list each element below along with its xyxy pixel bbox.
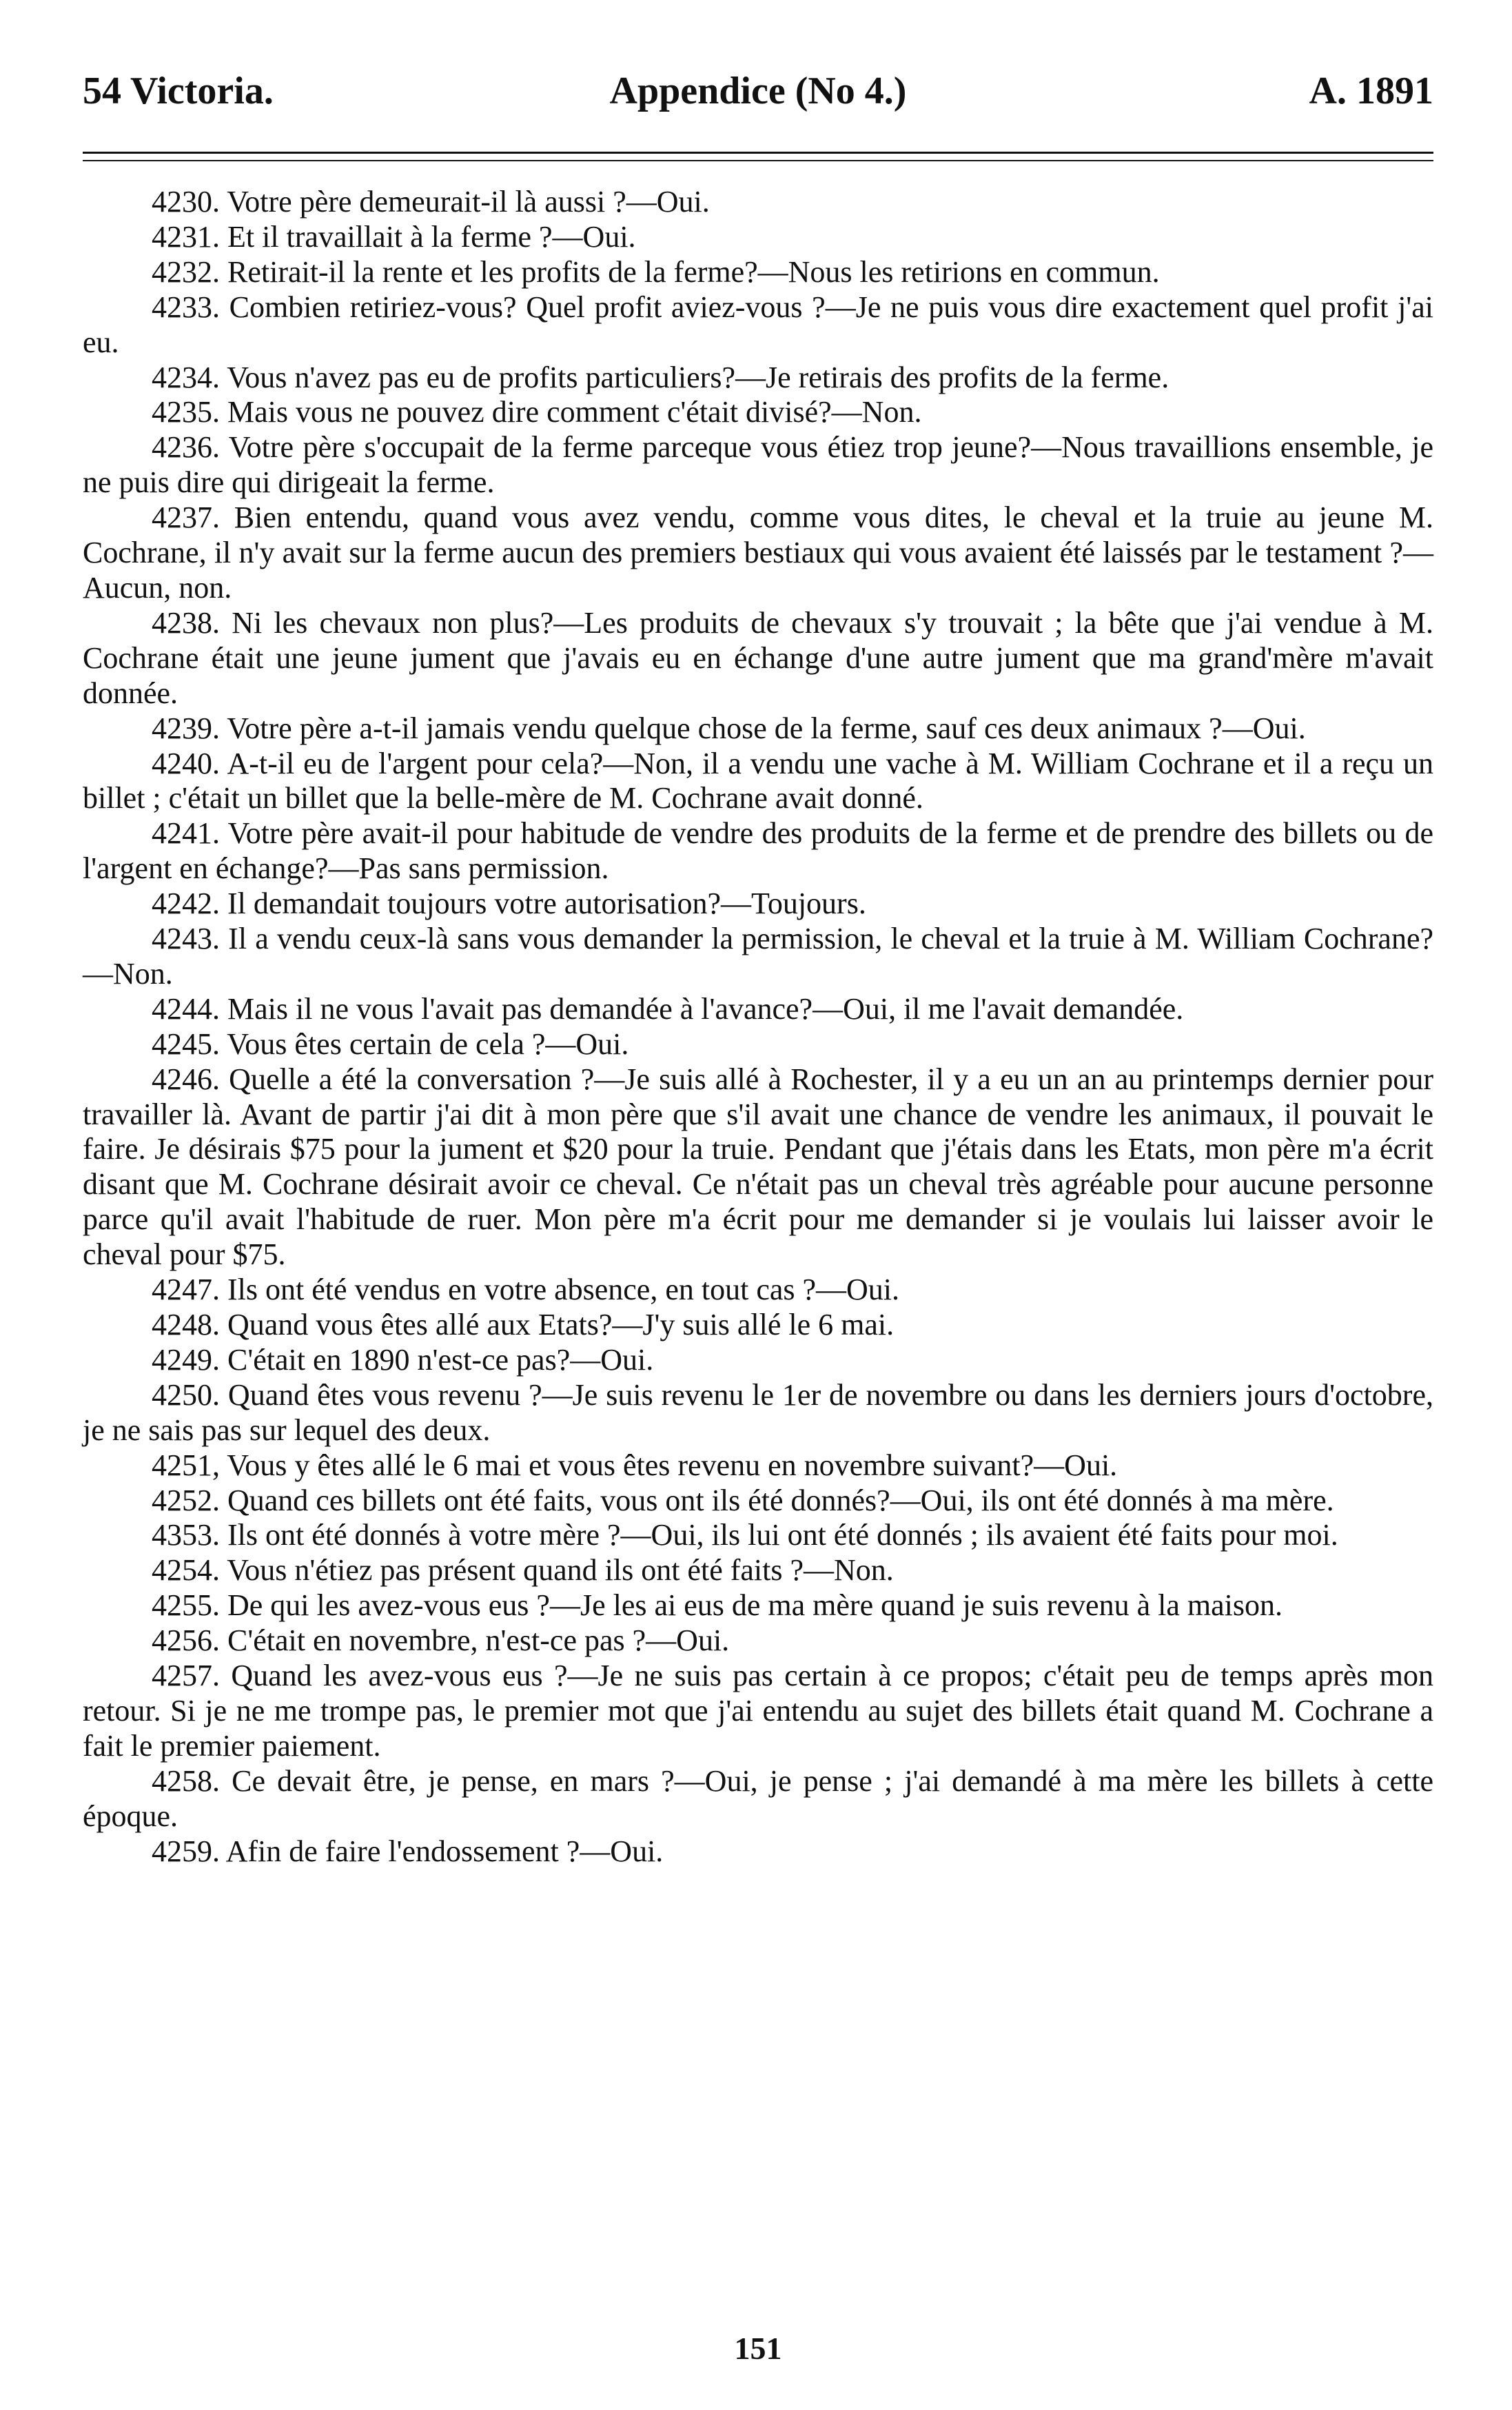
- testimony-paragraph-4246: 4246. Quelle a été la conversation ?—Je suis allé à Rochester, il y a eu un an au printemps dernier pour travailler là. Avant de partir j'ai dit à mon père que s'il avait une chance de vendre les animaux, il pouvait le faire. Je désirais $75 pour la jument et $20 pour la truie. Pendant que j'étais dans les Etats, mon père m'a écrit disant que M. Cochrane désirait avoir ce cheval. Ce n'était pas un cheval très agréable pour aucune personne parce qu'il avait l'habitude de ruer. Mon père m'a écrit pour me demander si je voulais lui laisser avoir le cheval pour $75.: [83, 1062, 1433, 1272]
- testimony-body: [83, 185, 1433, 1870]
- testimony-paragraph-4255: 4255. De qui les avez-vous eus ?—Je les ai eus de ma mère quand je suis revenu à la maison.: [152, 1588, 1283, 1623]
- testimony-paragraph-4238: 4238. Ni les chevaux non plus?—Les produits de chevaux s'y trouvait ; la bête que j'ai vendue à M. Cochrane était une jeune jument que j'avais eu en échange d'une autre jument que ma grand'mère m'avait donnée.: [83, 605, 1433, 710]
- document-page: [83, 0, 1433, 2410]
- testimony-paragraph-4241: 4241. Votre père avait-il pour habitude de vendre des produits de la ferme et de prendre des billets ou de l'argent en échange?—Pas sans permission.: [83, 816, 1433, 886]
- page-header: [83, 69, 1433, 124]
- testimony-paragraph-4247: 4247. Ils ont été vendus en votre absence, en tout cas ?—Oui.: [152, 1273, 900, 1307]
- testimony-paragraph-4353: 4353. Ils ont été donnés à votre mère ?—Oui, ils lui ont été donnés ; ils avaient été faits pour moi.: [152, 1518, 1338, 1552]
- header-appendix: Appendice (No 4.): [609, 70, 907, 112]
- header-rule-top: [83, 152, 1433, 154]
- testimony-paragraph-4240: 4240. A-t-il eu de l'argent pour cela?—Non, il a vendu une vache à M. William Cochrane et il a reçu un billet ; c'était un billet que la belle-mère de M. Cochrane avait donné.: [83, 746, 1433, 816]
- header-session: 54 Victoria.: [83, 70, 274, 112]
- testimony-paragraph-4230: 4230. Votre père demeurait-il là aussi ?—Oui.: [152, 185, 710, 219]
- testimony-paragraph-4258: 4258. Ce devait être, je pense, en mars ?—Oui, je pense ; j'ai demandé à ma mère les billets à cette époque.: [83, 1763, 1433, 1833]
- header-year: A. 1891: [1309, 70, 1433, 112]
- testimony-paragraph-4244: 4244. Mais il ne vous l'avait pas demandée à l'avance?—Oui, il me l'avait demandée.: [152, 991, 1184, 1026]
- testimony-paragraph-4257: 4257. Quand les avez-vous eus ?—Je ne suis pas certain à ce propos; c'était peu de temps après mon retour. Si je ne me trompe pas, le premier mot que j'ai entendu au sujet des billets était quand M. Cochrane a fait le premier paiement.: [83, 1659, 1433, 1763]
- testimony-paragraph-4235: 4235. Mais vous ne pouvez dire comment c'était divisé?—Non.: [152, 395, 922, 429]
- testimony-paragraph-4243: 4243. Il a vendu ceux-là sans vous demander la permission, le cheval et la truie à M. William Cochrane?—Non.: [83, 922, 1433, 991]
- testimony-paragraph-4249: 4249. C'était en 1890 n'est-ce pas?—Oui.: [152, 1342, 654, 1377]
- testimony-paragraph-4239: 4239. Votre père a-t-il jamais vendu quelque chose de la ferme, sauf ces deux animaux ?—Oui.: [152, 711, 1306, 745]
- testimony-paragraph-4237: 4237. Bien entendu, quand vous avez vendu, comme vous dites, le cheval et la truie au jeune M. Cochrane, il n'y avait sur la ferme aucun des premiers bestiaux qui vous avaient été laissés par le testament ?—Aucun, non.: [83, 500, 1433, 605]
- testimony-paragraph-4231: 4231. Et il travaillait à la ferme ?—Oui.: [152, 219, 636, 254]
- testimony-paragraph-4254: 4254. Vous n'étiez pas présent quand ils ont été faits ?—Non.: [152, 1553, 894, 1588]
- testimony-paragraph-4250: 4250. Quand êtes vous revenu ?—Je suis revenu le 1er de novembre ou dans les derniers jours d'octobre, je ne sais pas sur lequel des deux.: [83, 1377, 1433, 1447]
- testimony-paragraph-4236: 4236. Votre père s'occupait de la ferme parceque vous étiez trop jeune?—Nous travaillions ensemble, je ne puis dire qui dirigeait la ferme.: [83, 430, 1433, 500]
- testimony-paragraph-4232: 4232. Retirait-il la rente et les profits de la ferme?—Nous les retirions en commun.: [152, 254, 1160, 289]
- testimony-paragraph-4248: 4248. Quand vous êtes allé aux Etats?—J'y suis allé le 6 mai.: [152, 1308, 895, 1341]
- testimony-paragraph-4233: 4233. Combien retiriez-vous? Quel profit aviez-vous ?—Je ne puis vous dire exactement quel profit j'ai eu.: [83, 290, 1433, 359]
- header-rule-bottom: [83, 160, 1433, 161]
- testimony-paragraph-4259: 4259. Afin de faire l'endossement ?—Oui.: [152, 1834, 664, 1868]
- page-number: 151: [734, 2331, 782, 2366]
- testimony-paragraph-4234: 4234. Vous n'avez pas eu de profits particuliers?—Je retirais des profits de la ferme.: [152, 360, 1169, 394]
- testimony-paragraph-4242: 4242. Il demandait toujours votre autorisation?—Toujours.: [152, 887, 866, 921]
- testimony-paragraph-4252: 4252. Quand ces billets ont été faits, vous ont ils été donnés?—Oui, ils ont été donnés à ma mère.: [152, 1483, 1334, 1517]
- testimony-paragraph-4256: 4256. C'était en novembre, n'est-ce pas ?—Oui.: [152, 1623, 730, 1658]
- testimony-paragraph-4245: 4245. Vous êtes certain de cela ?—Oui.: [152, 1026, 629, 1061]
- testimony-paragraph-4251: 4251, Vous y êtes allé le 6 mai et vous êtes revenu en novembre suivant?—Oui.: [152, 1448, 1118, 1482]
